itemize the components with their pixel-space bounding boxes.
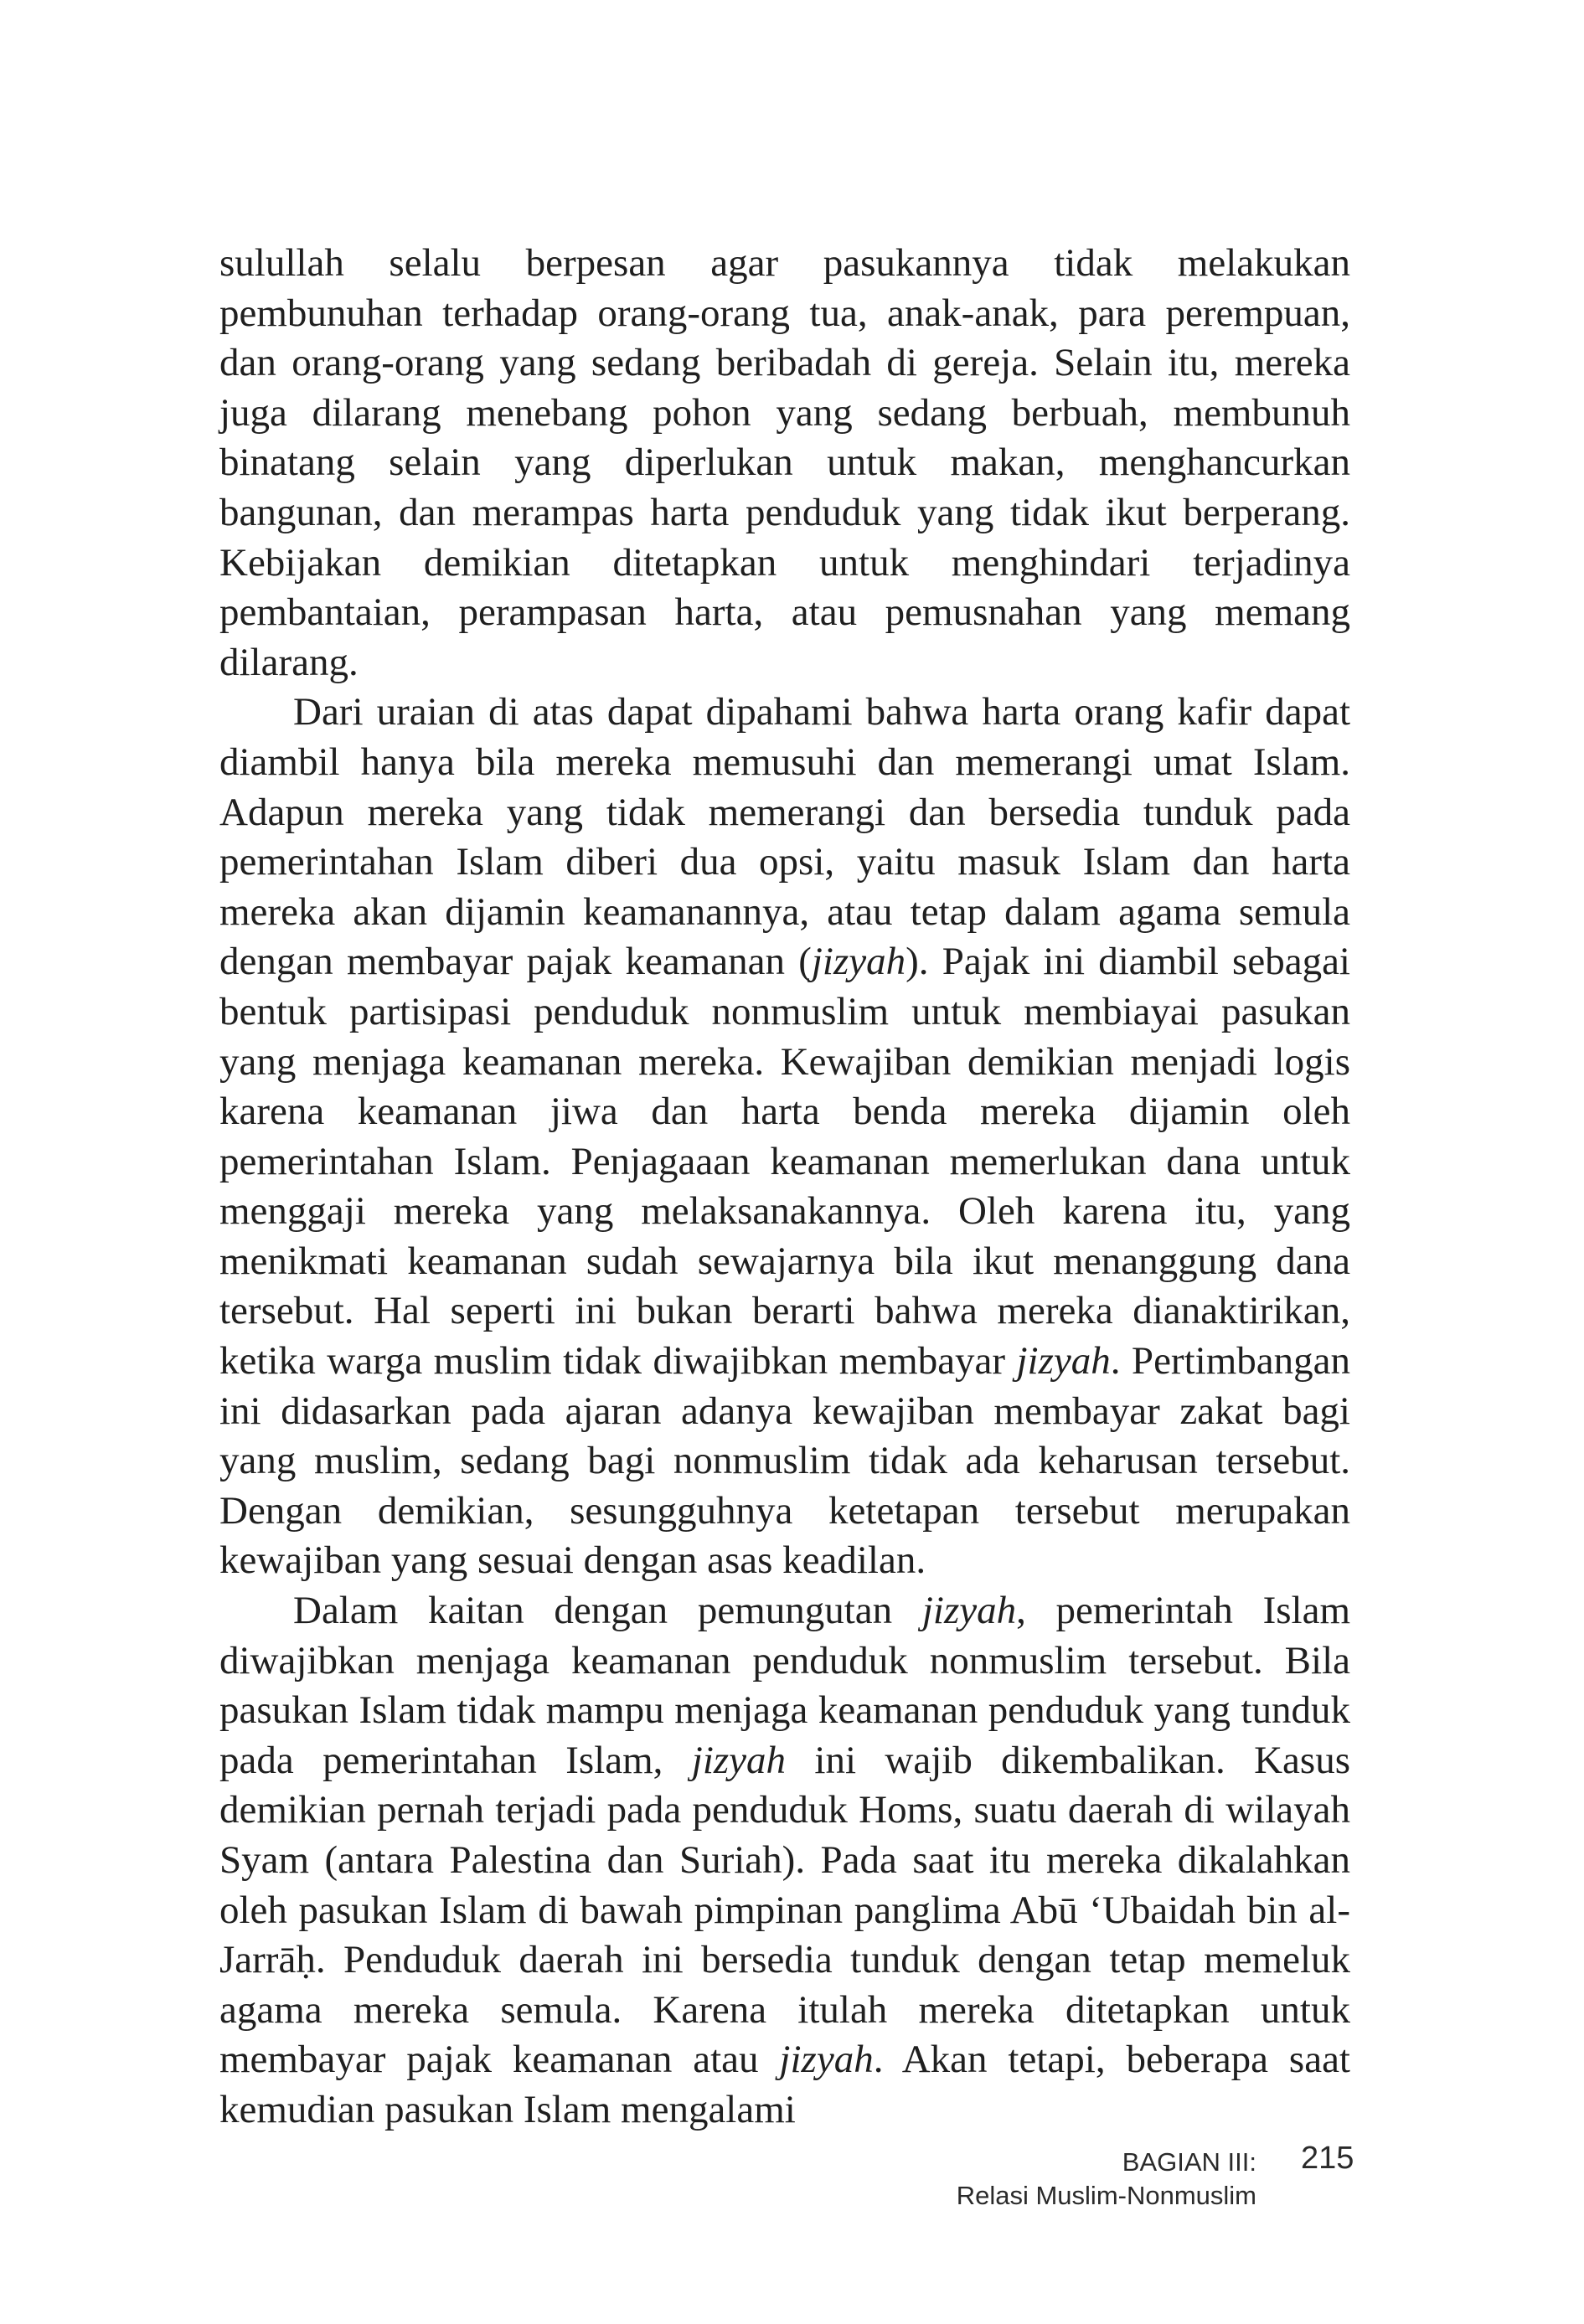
italic-term: jizyah	[921, 1589, 1017, 1633]
running-footer	[957, 2146, 1256, 2213]
text-run: Dalam kaitan dengan pemungutan	[293, 1589, 922, 1633]
section-title: Relasi Muslim-Nonmuslim	[956, 2181, 1256, 2210]
text-run: ). Pajak ini diambil sebagai bentuk partisipasi penduduk nonmuslim untuk membiayai pasukan yang menjaga keamanan mereka. Kewajiban demikian menjadi logis karena keamanan jiwa dan harta benda mereka dijamin oleh pemerintahan Islam. Penjagaaan keamanan memerlukan dana untuk menggaji mereka yang melaksanakannya. Oleh karena itu, yang menikmati keamanan sudah sewajarnya bila ikut menanggung dana tersebut. Hal seperti ini bukan berarti bahwa mereka dianaktirikan, ketika warga muslim tidak diwajibkan membayar	[219, 940, 1350, 1384]
text-run: sulullah selalu berpesan agar pasukannya tidak melakukan pembunuhan terhadap orang-orang tua, anak-anak, para perempuan, dan orang-orang yang sedang beribadah di gereja. Selain itu, mereka juga dilarang menebang pohon yang sedang berbuah, membunuh binatang selain yang diperlukan untuk makan, menghancurkan bangunan, dan merampas harta penduduk yang tidak ikut berperang. Kebijakan demikian ditetapkan untuk menghindari terjadinya pembantaian, perampasan harta, atau pemusnahan yang memang dilarang.	[219, 241, 1350, 684]
text-run: . Pertimbangan ini didasarkan pada ajaran adanya kewajiban membayar zakat bagi yang muslim, sedang bagi nonmuslim tidak ada keharusan tersebut. Dengan demikian, sesungguhnya ketetapan tersebut merupakan kewajiban yang sesuai dengan asas keadilan.	[219, 1339, 1350, 1583]
italic-term: jizyah	[779, 2038, 874, 2082]
text-run: ini wajib dikembalikan. Kasus demikian pernah terjadi pada penduduk Homs, suatu daerah di wilayah Syam (antara Palestina dan Suriah). Pada saat itu mereka dikalahkan oleh pasukan Islam di bawah pimpinan panglima Abū ‘Ubaidah bin al-Jarrāḥ. Penduduk daerah ini bersedia tunduk dengan tetap memeluk agama mereka semula. Karena itulah mereka ditetapkan untuk membayar pajak keamanan atau	[219, 1738, 1350, 2082]
body-text	[219, 239, 1350, 2136]
paragraph	[219, 688, 1350, 1586]
paragraph	[219, 1586, 1350, 2136]
text-run: . Akan tetapi, beberapa saat kemudian pasukan Islam mengalami	[219, 2038, 1350, 2131]
italic-term: jizyah	[691, 1738, 787, 1782]
text-run: Dari uraian di atas dapat dipahami bahwa harta orang kafir dapat diambil hanya bila mereka memusuhi dan memerangi umat Islam. Adapun mereka yang tidak memerangi dan bersedia tunduk pada pemerintahan Islam diberi dua opsi, yaitu masuk Islam dan harta mereka akan dijamin keamanannya, atau tetap dalam agama semula dengan membayar pajak keamanan (	[219, 690, 1350, 984]
italic-term: jizyah	[811, 940, 906, 984]
paragraph	[219, 239, 1350, 688]
italic-term: jizyah	[1016, 1339, 1111, 1384]
page-number: 215	[1301, 2141, 1354, 2176]
text-run: , pemerintah Islam diwajibkan menjaga keamanan penduduk nonmuslim tersebut. Bila pasukan Islam tidak mampu menjaga keamanan penduduk yang tunduk pada pemerintahan Islam,	[219, 1589, 1351, 1782]
section-label: BAGIAN III:	[1122, 2147, 1256, 2177]
